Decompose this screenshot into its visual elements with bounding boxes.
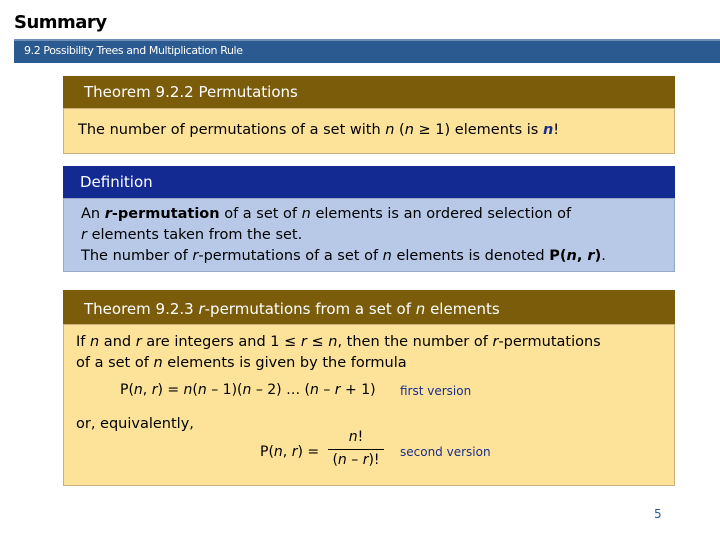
theorem2-header — [63, 290, 675, 324]
definition-line1: An r-permutation of a set of n elements is an ordered selection of — [81, 206, 572, 222]
theorem1-body — [63, 108, 675, 154]
or-equivalently-text: or, equivalently, — [76, 416, 194, 432]
slide-title: Summary — [14, 12, 107, 33]
page-number: 5 — [654, 507, 662, 521]
definition-header — [63, 166, 675, 198]
formula-first: P(n, r) = n(n – 1)(n – 2) … (n – r + 1) — [120, 382, 376, 398]
definition-line2: r elements taken from the set. — [81, 227, 303, 243]
definition-title: Definition — [80, 173, 153, 191]
fraction-bar — [328, 449, 384, 450]
theorem2-title: Theorem 9.2.3 r-permutations from a set of n elements — [84, 300, 500, 318]
theorem1-header — [63, 76, 675, 108]
section-title: 9.2 Possibility Trees and Multiplication Rule — [24, 44, 243, 57]
theorem2-line1: If n and r are integers and 1 ≤ r ≤ n, then the number of r-permutations — [76, 334, 601, 350]
definition-line3: The number of r-permutations of a set of n elements is denoted P(n, r). — [81, 248, 606, 264]
theorem2-body — [63, 324, 675, 486]
formula-second-note: second version — [400, 445, 491, 459]
formula-second-lhs: P(n, r) = — [260, 444, 320, 460]
theorem1-title: Theorem 9.2.2 Permutations — [84, 83, 298, 101]
formula-first-note: first version — [400, 384, 472, 398]
theorem1-statement: The number of permutations of a set with n (n ≥ 1) elements is n! — [78, 122, 560, 138]
theorem2-line2: of a set of n elements is given by the formula — [76, 355, 407, 371]
formula-second-numerator: n! — [348, 429, 364, 445]
formula-second-denominator: (n – r)! — [332, 452, 380, 468]
definition-body — [63, 198, 675, 272]
section-bar — [14, 39, 720, 63]
